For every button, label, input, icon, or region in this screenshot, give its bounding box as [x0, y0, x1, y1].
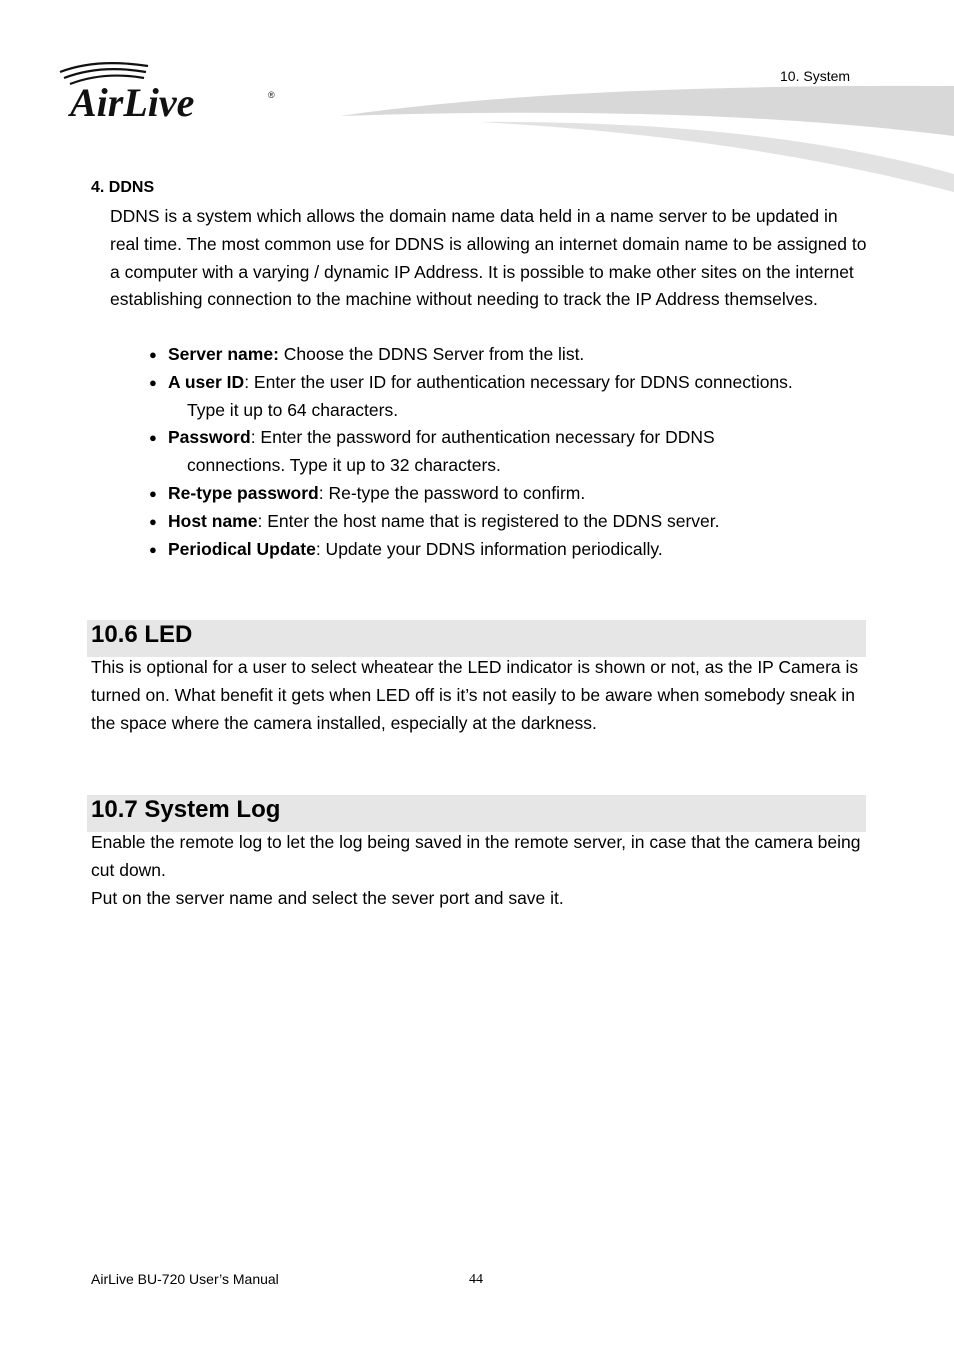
section-title-system-log: 10.7 System Log — [91, 796, 281, 823]
list-item — [148, 480, 868, 508]
bullet-icon: ● — [149, 513, 157, 529]
bullet-icon: ● — [149, 430, 157, 446]
field-desc: : Update your DDNS information periodically. — [315, 538, 663, 559]
field-term: Server name: — [168, 344, 279, 364]
system-log-line: Put on the server name and select the sever port and save it. — [91, 887, 564, 908]
page-number: 44 — [469, 1272, 483, 1287]
footer-manual-title: AirLive BU-720 User’s Manual — [91, 1271, 279, 1287]
system-log-line: Enable the remote log to let the log being saved in the remote server, in case that the camera being cut down. — [91, 832, 861, 880]
list-item — [148, 508, 868, 536]
field-term: Password — [168, 427, 251, 448]
system-log-description — [91, 829, 871, 912]
led-description: This is optional for a user to select wheatear the LED indicator is shown or not, as the IP Camera is turned on. What benefit it gets when LED off is it’s not easily to be aware when somebody sneak in the space where the camera installed, especially at the darkness. — [91, 657, 859, 733]
bullet-icon: ● — [149, 541, 157, 557]
ddns-intro: DDNS is a system which allows the domain name data held in a name server to be updated in real time. The most common use for DDNS is allowing an internet domain name to be assigned to a computer with a varying / dynamic IP Address. It is possible to make other sites on the internet establishing connection to the machine without needing to track the IP Address themselves. — [110, 206, 867, 310]
list-item — [148, 424, 868, 480]
ddns-field-list — [148, 341, 868, 563]
bullet-icon: ● — [149, 485, 157, 501]
field-term: A user ID — [168, 371, 245, 392]
logo-wordmark: AirLive — [70, 80, 195, 124]
field-desc: : Enter the password for authentication necessary for DDNS — [250, 427, 715, 448]
field-desc-continued: Type it up to 64 characters. — [187, 399, 399, 420]
list-item — [148, 341, 868, 369]
airlive-logo — [56, 58, 286, 124]
field-desc: : Enter the user ID for authentication necessary for DDNS connections. — [244, 371, 793, 392]
field-term: Periodical Update — [168, 538, 316, 559]
field-desc: : Enter the host name that is registered to the DDNS server. — [257, 510, 720, 531]
ddns-heading: 4. DDNS — [91, 179, 155, 196]
chapter-label: 10. System — [780, 68, 851, 84]
header-swoosh — [340, 82, 954, 194]
field-desc: Choose the DDNS Server from the list. — [278, 344, 585, 364]
list-item — [148, 369, 868, 425]
list-item — [148, 536, 868, 564]
field-desc: : Re-type the password to confirm. — [318, 482, 586, 503]
field-term: Host name — [168, 510, 258, 531]
bullet-icon: ● — [149, 347, 157, 362]
section-header-bar — [87, 620, 866, 657]
field-term: Re-type password — [168, 482, 319, 503]
bullet-icon: ● — [149, 374, 157, 390]
svg-text:®: ® — [268, 90, 275, 100]
field-desc-continued: connections. Type it up to 32 characters. — [187, 455, 501, 476]
section-title-led: 10.6 LED — [91, 621, 193, 648]
